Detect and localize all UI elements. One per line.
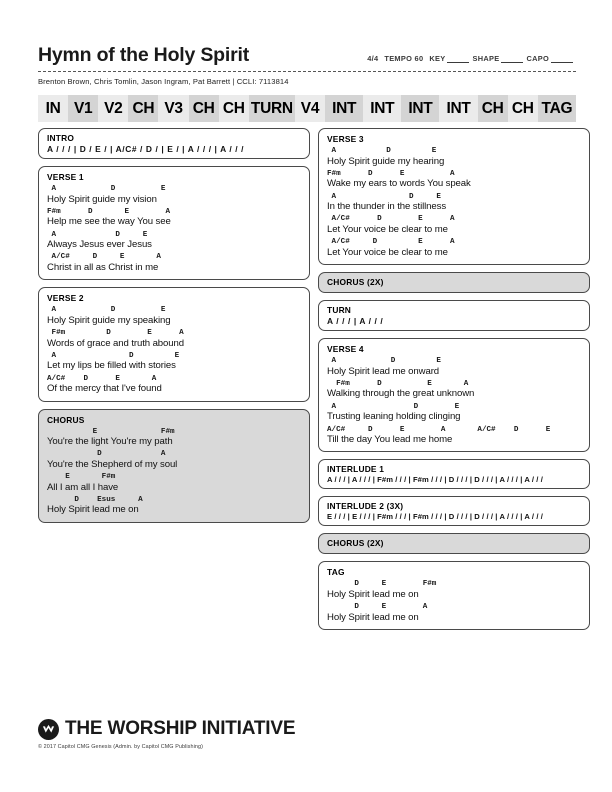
chord-row: A/C# D E A: [47, 374, 157, 383]
lyric-line: [47, 306, 301, 326]
brand-name: THE WORSHIP INITIATIVE: [65, 718, 296, 739]
section-label-verse-3: VERSE 3: [327, 134, 364, 144]
chord-row: A/C# D E A: [327, 215, 455, 224]
lyric-line: [47, 185, 301, 205]
section-label-verse-4: VERSE 4: [327, 344, 364, 355]
lyric-row: Holy Spirit lead me on: [327, 611, 419, 623]
chord-row: A/C# D E A: [47, 253, 161, 262]
copyright-notice: © 2017 Capitol CMG Genesis (Admin. by Capitol CMG Publishing): [38, 744, 203, 750]
section-label-interlude-1: INTERLUDE 1: [327, 464, 385, 475]
lyric-line: [327, 403, 581, 423]
chord-row: D E A: [327, 603, 428, 612]
credits-line: Brenton Brown, Chris Tomlin, Jason Ingram, Pat Barrett | CCLI: 7113814: [38, 77, 289, 86]
section-label-turn: TURN: [327, 305, 352, 316]
lyric-line: [327, 603, 581, 623]
section-verse-2: [38, 287, 310, 401]
lyric-row: Holy Spirit guide my vision: [47, 193, 157, 205]
section-tag: [318, 561, 590, 630]
lyric-row: Holy Spirit lead me on: [47, 504, 139, 516]
right-column: [318, 128, 590, 637]
chord-progression-turn: A / / / | A / / /: [327, 316, 384, 327]
chord-row: A/C# D E A A/C# D E: [327, 425, 551, 434]
lyric-line: [327, 170, 581, 190]
document-header: [38, 44, 576, 86]
lyric-line: [47, 208, 301, 228]
left-column: [38, 128, 310, 530]
lyric-line: [47, 329, 301, 349]
header-divider: [38, 71, 576, 72]
lyric-row: Of the mercy that I've found: [47, 383, 162, 395]
key-label: KEY: [429, 54, 446, 63]
section-label-chorus-2x-top: CHORUS (2X): [327, 277, 384, 288]
nav-item-v2-2[interactable]: V2: [98, 95, 128, 122]
nav-item-v1-1[interactable]: V1: [68, 95, 98, 122]
lyric-line: [327, 357, 581, 377]
lyric-row: Walking through the great unknown: [327, 388, 475, 400]
chord-row: D A: [47, 450, 166, 459]
nav-item-ch-5[interactable]: CH: [189, 95, 219, 122]
chord-row: D Esus A: [47, 495, 143, 504]
lyric-row: Christ in all as Christ in me: [47, 261, 159, 273]
lyric-row: Till the day You lead me home: [327, 434, 453, 445]
nav-item-ch-3[interactable]: CH: [128, 95, 158, 122]
page-title: Hymn of the Holy Spirit: [38, 44, 249, 66]
nav-item-ch-6[interactable]: CH: [219, 95, 249, 122]
brand-row: [38, 718, 576, 740]
lyric-line: [47, 231, 301, 251]
song-structure-nav: [38, 95, 576, 122]
lyric-line: [47, 253, 301, 273]
section-interlude-1: [318, 459, 590, 489]
section-verse-3: [318, 128, 590, 265]
section-chorus: [38, 409, 310, 523]
chord-progression-interlude-2: E / / / | E / / / | F#m / / / | F#m / / / | D / / / | D / / / | A / / / | A / / /: [327, 512, 543, 522]
lyric-row: All I am all I have: [47, 481, 119, 493]
section-label-chorus-2x-bottom: CHORUS (2X): [327, 538, 384, 549]
lyric-line: [47, 428, 301, 448]
section-label-chorus: CHORUS: [47, 414, 85, 425]
chord-row: A D E: [327, 147, 437, 155]
lyric-line: [47, 496, 301, 516]
lyric-row: Words of grace and truth abound: [47, 337, 184, 349]
nav-item-ch-13[interactable]: CH: [478, 95, 508, 122]
chord-row: E F#m: [47, 427, 175, 436]
key-blank-field[interactable]: [447, 55, 469, 63]
nav-item-tag-15[interactable]: TAG: [538, 95, 576, 122]
chord-progression-intro: A / / / | D / E / | A/C# / D / | E / | A / / / | A / / /: [47, 144, 245, 154]
section-chorus-2x-bottom: [318, 533, 590, 554]
lyric-row: Trusting leaning holding clinging: [327, 411, 461, 423]
lyric-row: You're the light You're my path: [47, 436, 173, 447]
chord-row: A D E: [47, 185, 166, 193]
chord-row: F#m D E A: [47, 207, 171, 216]
nav-item-turn-7[interactable]: TURN: [249, 95, 295, 122]
section-interlude-2: [318, 496, 590, 526]
tempo-label: TEMPO: [384, 54, 413, 63]
lyric-line: [47, 450, 301, 470]
nav-item-int-9[interactable]: INT: [325, 95, 363, 122]
lyric-row: Holy Spirit guide my hearing: [327, 155, 445, 167]
chord-row: A D E: [47, 230, 148, 239]
nav-item-v3-4[interactable]: V3: [158, 95, 188, 122]
lyric-line: [327, 147, 581, 167]
nav-item-v4-8[interactable]: V4: [295, 95, 325, 122]
lyric-row: Wake my ears to words You speak: [327, 178, 471, 190]
song-metadata: [367, 54, 576, 65]
nav-item-int-12[interactable]: INT: [439, 95, 477, 122]
chord-row: F#m D E A: [327, 379, 469, 388]
lyric-row: In the thunder in the stillness: [327, 201, 447, 213]
lyric-line: [327, 215, 581, 235]
lyric-line: [47, 375, 301, 395]
section-label-intro: INTRO: [47, 133, 75, 143]
section-verse-4: [318, 338, 590, 452]
lyric-line: [327, 580, 581, 600]
lyric-row: Always Jesus ever Jesus: [47, 239, 152, 251]
lyric-line: [47, 473, 301, 493]
lyric-row: Holy Spirit lead me onward: [327, 365, 440, 377]
lyric-line: [327, 426, 581, 446]
lyric-line: [327, 380, 581, 400]
section-intro: [38, 128, 310, 159]
chord-row: A D E: [327, 402, 460, 411]
chord-row: A D E: [47, 351, 180, 360]
chord-row: A/C# D E A: [327, 238, 455, 247]
section-turn: [318, 300, 590, 331]
chord-row: A D E: [47, 306, 166, 315]
chord-row: D E F#m: [327, 580, 437, 589]
nav-item-int-10[interactable]: INT: [363, 95, 401, 122]
section-label-tag: TAG: [327, 567, 345, 578]
time-signature: 4/4: [367, 54, 379, 63]
lyric-row: Let Your voice be clear to me: [327, 223, 448, 235]
worship-initiative-logo-icon: [38, 719, 59, 740]
chord-row: F#m D E A: [47, 329, 184, 338]
lyric-line: [327, 238, 581, 258]
chord-row: F#m D E A: [327, 169, 455, 178]
section-label-verse-2: VERSE 2: [47, 293, 84, 304]
capo-blank-field[interactable]: [551, 55, 573, 63]
nav-item-in-0[interactable]: IN: [38, 95, 68, 122]
nav-item-ch-14[interactable]: CH: [508, 95, 538, 122]
title-row: [38, 44, 576, 67]
nav-item-int-11[interactable]: INT: [401, 95, 439, 122]
section-verse-1: [38, 166, 310, 280]
shape-label: SHAPE: [472, 54, 500, 63]
shape-blank-field[interactable]: [501, 55, 523, 63]
document-footer: [38, 718, 576, 750]
section-label-verse-1: VERSE 1: [47, 172, 84, 182]
chord-progression-interlude-1: A / / / | A / / / | F#m / / / | F#m / / / | D / / / | D / / / | A / / / | A / / /: [327, 475, 543, 485]
lyric-row: You're the Shepherd of my soul: [47, 458, 178, 470]
lyric-row: Holy Spirit lead me on: [327, 588, 419, 600]
lyric-row: Help me see the way You see: [47, 216, 171, 228]
chord-row: A D E: [327, 357, 441, 366]
chord-row: A D E: [327, 192, 441, 201]
tempo-value: 60: [414, 54, 424, 63]
section-label-interlude-2: INTERLUDE 2 (3X): [327, 501, 404, 512]
chord-row: E F#m: [47, 473, 116, 482]
capo-label: CAPO: [526, 54, 549, 63]
section-chorus-2x-top: [318, 272, 590, 293]
lyric-line: [47, 352, 301, 372]
lyric-row: Let my lips be filled with stories: [47, 360, 176, 372]
lyric-line: [327, 193, 581, 213]
lyric-row: Let Your voice be clear to me: [327, 246, 448, 258]
lyric-row: Holy Spirit guide my speaking: [47, 314, 171, 326]
